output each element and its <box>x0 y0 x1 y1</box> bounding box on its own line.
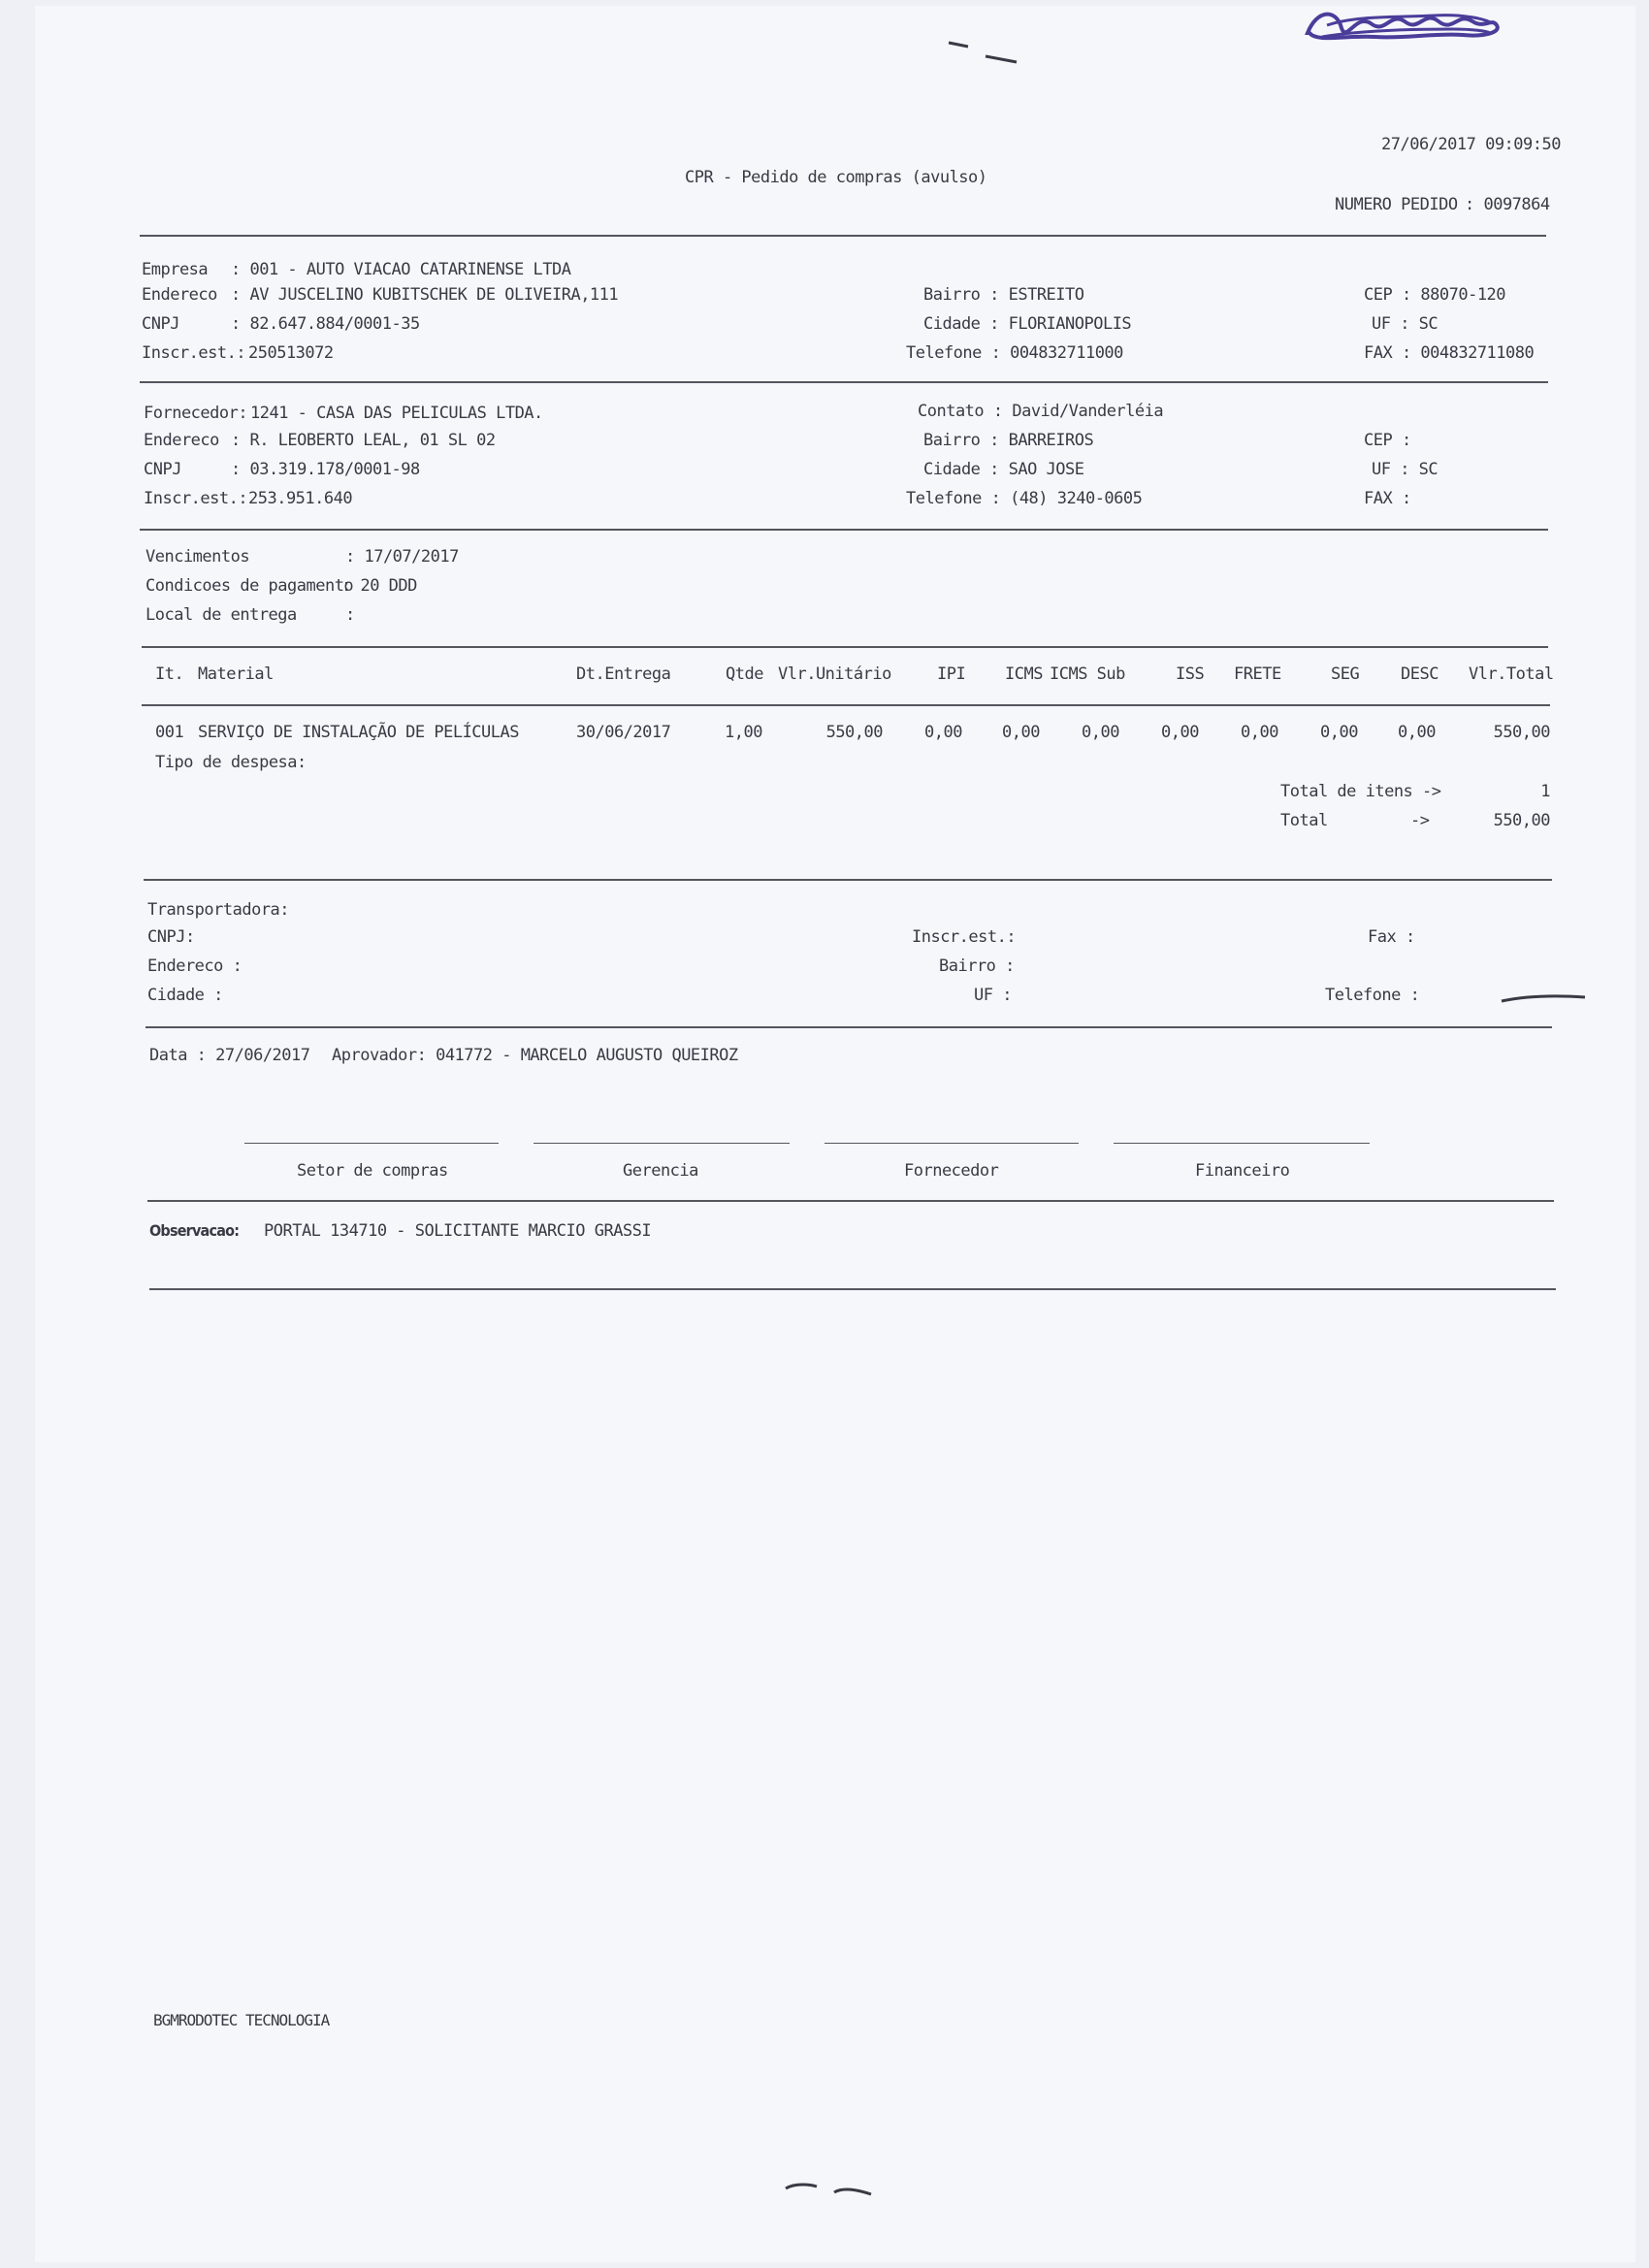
col-header-vlr-total: Vlr.Total <box>1469 664 1554 684</box>
pen-mark <box>1500 986 1587 1015</box>
divider <box>140 235 1546 237</box>
cell-frete: 0,00 <box>1241 723 1278 742</box>
cell-ipi: 0,00 <box>924 723 962 742</box>
fornecedor-telefone: Telefone : (48) 3240-0605 <box>906 489 1143 508</box>
cell-icms-sub: 0,00 <box>1082 723 1119 742</box>
divider <box>140 381 1548 383</box>
col-header-ipi: IPI <box>937 664 966 684</box>
empresa-cidade: Cidade : FLORIANOPOLIS <box>923 314 1132 334</box>
fornecedor-bairro: Bairro : BARREIROS <box>923 431 1094 450</box>
col-header-icms-sub: ICMS Sub <box>1050 664 1125 684</box>
fornecedor-endereco-label: Endereco <box>144 431 219 450</box>
divider <box>147 1200 1554 1202</box>
empresa-inscr-label: Inscr.est.: <box>142 343 246 363</box>
col-header-qtde: Qtde <box>726 664 763 684</box>
vencimentos-value: : 17/07/2017 <box>345 547 459 567</box>
divider <box>144 879 1552 881</box>
transportadora-fax: Fax : <box>1368 927 1415 947</box>
order-number-value: : 0097864 <box>1465 195 1550 214</box>
fornecedor-endereco-value: : R. LEOBERTO LEAL, 01 SL 02 <box>231 431 496 450</box>
cell-material: SERVIÇO DE INSTALAÇÃO DE PELÍCULAS <box>198 723 519 742</box>
cell-iss: 0,00 <box>1161 723 1199 742</box>
col-header-material: Material <box>198 664 274 684</box>
signature-line <box>534 1143 790 1144</box>
total-itens-value: 1 <box>1540 782 1550 801</box>
empresa-endereco-value: : AV JUSCELINO KUBITSCHEK DE OLIVEIRA,111 <box>231 285 619 305</box>
total-arrow: -> <box>1410 811 1430 830</box>
empresa-inscr-value: 250513072 <box>248 343 334 363</box>
fornecedor-cnpj-label: CNPJ <box>144 460 181 479</box>
pen-mark <box>947 33 1024 72</box>
col-header-seg: SEG <box>1331 664 1360 684</box>
fornecedor-uf: UF : SC <box>1372 460 1439 479</box>
local-entrega-label: Local de entrega <box>146 605 297 625</box>
col-header-vlr-unitario: Vlr.Unitário <box>778 664 891 684</box>
signature-line <box>824 1143 1079 1144</box>
aprovador: Aprovador: 041772 - MARCELO AUGUSTO QUEIROZ <box>332 1046 738 1065</box>
document-title: CPR - Pedido de compras (avulso) <box>685 168 987 187</box>
empresa-bairro: Bairro : ESTREITO <box>923 285 1084 305</box>
transportadora-label: Transportadora: <box>147 900 290 920</box>
data-aprovacao: Data : 27/06/2017 <box>149 1046 310 1065</box>
empresa-telefone: Telefone : 004832711000 <box>906 343 1123 363</box>
empresa-cnpj-value: : 82.647.884/0001-35 <box>231 314 420 334</box>
empresa-fax: FAX : 004832711080 <box>1364 343 1535 363</box>
empresa-endereco-label: Endereco <box>142 285 217 305</box>
transportadora-telefone: Telefone : <box>1325 986 1420 1005</box>
signature-gerencia: Gerencia <box>623 1161 698 1181</box>
col-header-dt-entrega: Dt.Entrega <box>576 664 671 684</box>
vencimentos-label: Vencimentos <box>146 547 250 567</box>
observacao-label: Observacao: <box>149 1221 240 1240</box>
transportadora-uf: UF : <box>974 986 1012 1005</box>
col-header-desc: DESC <box>1401 664 1439 684</box>
cell-vlr-unitario: 550,00 <box>825 723 883 742</box>
tipo-despesa-label: Tipo de despesa: <box>155 753 307 772</box>
order-number-label: NUMERO PEDIDO <box>1335 195 1458 214</box>
handwritten-scribble-mark <box>1298 4 1511 62</box>
cell-it: 001 <box>155 723 184 742</box>
empresa-uf: UF : SC <box>1372 314 1439 334</box>
divider <box>142 704 1550 706</box>
col-header-frete: FRETE <box>1234 664 1281 684</box>
footer-company: BGMRODOTEC TECNOLOGIA <box>153 2011 330 2029</box>
empresa-cnpj-label: CNPJ <box>142 314 179 334</box>
fornecedor-inscr-value: 253.951.640 <box>248 489 353 508</box>
cell-icms: 0,00 <box>1002 723 1040 742</box>
col-header-iss: ISS <box>1176 664 1205 684</box>
fornecedor-fax: FAX : <box>1364 489 1411 508</box>
total-label: Total <box>1280 811 1328 830</box>
fornecedor-cidade: Cidade : SAO JOSE <box>923 460 1084 479</box>
cell-qtde: 1,00 <box>725 723 762 742</box>
cell-desc: 0,00 <box>1398 723 1436 742</box>
fornecedor-inscr-label: Inscr.est.: <box>144 489 248 508</box>
fornecedor-cnpj-value: : 03.319.178/0001-98 <box>231 460 420 479</box>
signature-line <box>1114 1143 1370 1144</box>
divider <box>149 1288 1556 1290</box>
empresa-label: Empresa <box>142 260 209 279</box>
divider <box>142 646 1548 648</box>
condicoes-label: Condicoes de pagamento <box>146 576 354 596</box>
total-value: 550,00 <box>1493 811 1550 830</box>
transportadora-inscr: Inscr.est.: <box>912 927 1017 947</box>
total-itens-label: Total de itens -> <box>1280 782 1441 801</box>
condicoes-value: : 20 DDD <box>341 576 417 596</box>
col-header-it: It. <box>155 664 184 684</box>
fornecedor-label: Fornecedor: <box>144 404 248 423</box>
fornecedor-value: 1241 - CASA DAS PELICULAS LTDA. <box>250 404 543 423</box>
cell-seg: 0,00 <box>1320 723 1358 742</box>
fornecedor-contato: Contato : David/Vanderléia <box>918 402 1164 421</box>
cell-vlr-total: 550,00 <box>1493 723 1550 742</box>
signature-fornecedor: Fornecedor <box>904 1161 999 1181</box>
observacao-value: PORTAL 134710 - SOLICITANTE MARCIO GRASSI <box>264 1221 652 1241</box>
local-entrega-value: : <box>345 605 355 625</box>
transportadora-cnpj: CNPJ: <box>147 927 195 947</box>
header-datetime: 27/06/2017 09:09:50 <box>1381 135 1561 154</box>
transportadora-bairro: Bairro : <box>939 956 1015 976</box>
col-header-icms: ICMS <box>1005 664 1043 684</box>
empresa-value: : 001 - AUTO VIACAO CATARINENSE LTDA <box>231 260 571 279</box>
signature-setor-compras: Setor de compras <box>297 1161 448 1181</box>
transportadora-endereco: Endereco : <box>147 956 242 976</box>
divider <box>140 529 1548 531</box>
signature-financeiro: Financeiro <box>1195 1161 1290 1181</box>
fornecedor-cep: CEP : <box>1364 431 1411 450</box>
empresa-cep: CEP : 88070-120 <box>1364 285 1506 305</box>
signature-line <box>244 1143 499 1144</box>
divider <box>146 1026 1552 1028</box>
cell-dt-entrega: 30/06/2017 <box>576 723 671 742</box>
pen-mark <box>782 2173 879 2212</box>
transportadora-cidade: Cidade : <box>147 986 223 1005</box>
